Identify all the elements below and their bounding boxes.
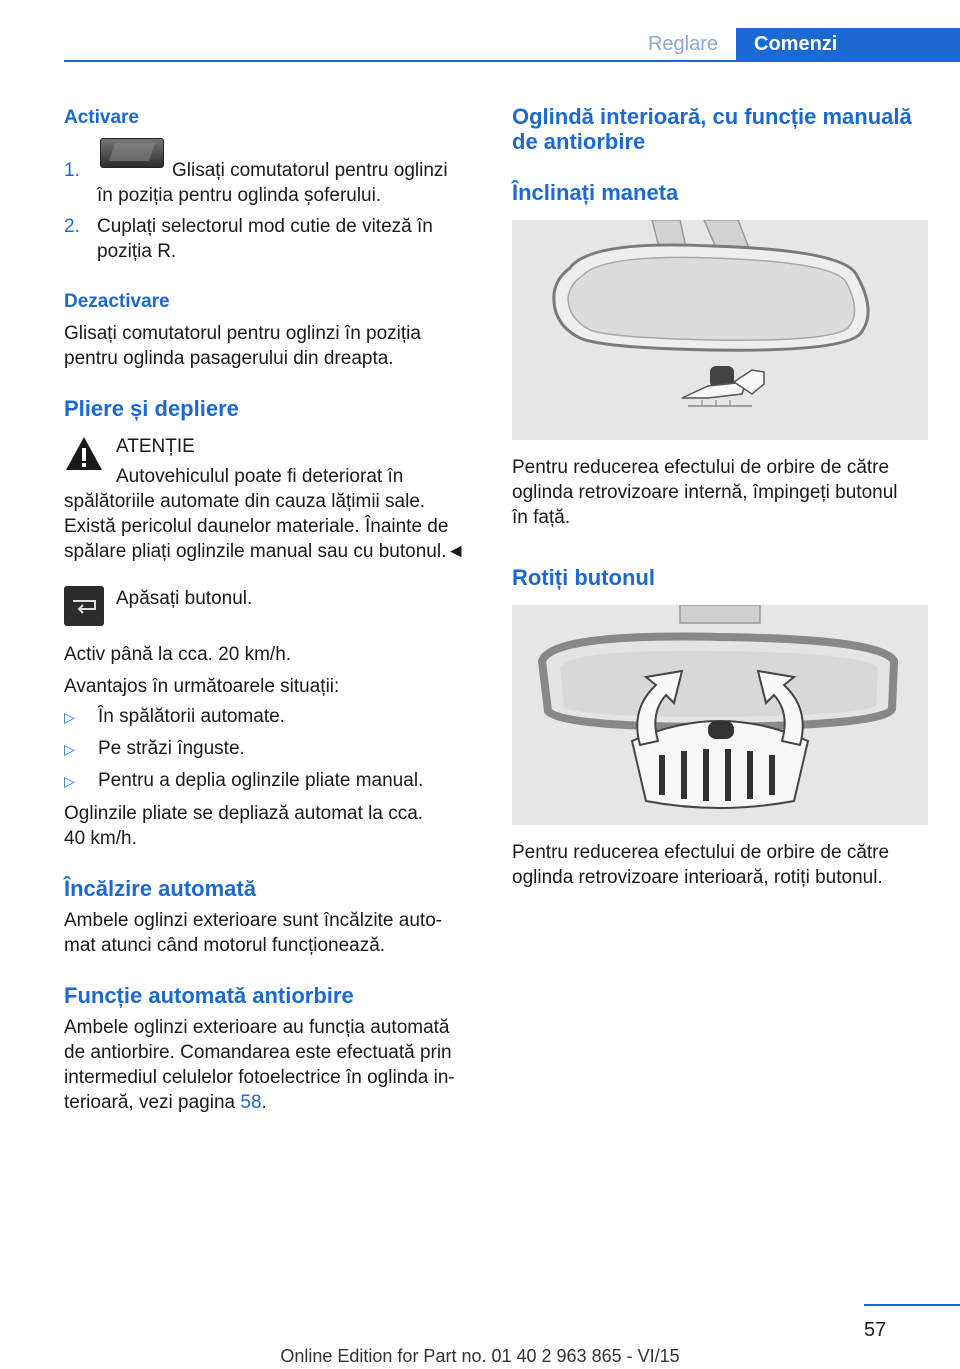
warning-line: Există pericolul daunelor materiale. Înainte de	[64, 516, 449, 537]
heading-incalzire: Încălzire automată	[64, 876, 256, 901]
section-title: de antiorbire	[512, 129, 646, 154]
step-text: Cuplați selectorul mod cutie de viteză în	[97, 216, 433, 237]
paragraph-text: .	[261, 1092, 267, 1113]
warning-line: spălare pliați oglinzile manual sau cu butonul.◄	[64, 541, 466, 562]
mirror-switch-icon	[100, 138, 164, 168]
heading-pliere: Pliere și depliere	[64, 396, 239, 421]
bullet-marker: ▷	[64, 773, 75, 789]
header-rule	[64, 60, 736, 62]
fold-mirror-button-icon	[64, 586, 104, 626]
fold-mirror-glyph	[64, 586, 104, 626]
footer-rule	[864, 1304, 960, 1306]
warning-line: spălătoriile automate din cauza lățimii sale.	[64, 491, 426, 512]
paragraph-line: oglinda retrovizoare internă, împingeți butonul	[512, 482, 898, 503]
section-title: Oglindă interioară, cu funcție manuală	[512, 104, 912, 129]
paragraph-line: Glisați comutatorul pentru oglinzi în poziția	[64, 323, 421, 344]
warning-line: Autovehiculul poate fi deteriorat în	[116, 466, 404, 487]
step-text: poziția R.	[97, 241, 177, 262]
heading-dezactivare: Dezactivare	[64, 291, 170, 312]
heading-activare: Activare	[64, 107, 139, 128]
rotate-knob-illustration	[512, 605, 928, 825]
paragraph-line: Avantajos în următoarele situații:	[64, 676, 340, 697]
warning-icon	[64, 434, 104, 474]
bullet-marker: ▷	[64, 741, 75, 757]
paragraph-line: de antiorbire. Comandarea este efectuată prin	[64, 1042, 452, 1063]
step-number: 1.	[64, 160, 80, 181]
paragraph-line: Pentru reducerea efectului de orbire de către	[512, 457, 890, 478]
paragraph-line: Ambele oglinzi exterioare sunt încălzite auto‐	[64, 910, 443, 931]
list-item: Pentru a deplia oglinzile pliate manual.	[98, 770, 424, 791]
page-reference-link[interactable]: 58	[240, 1092, 262, 1113]
tab-comenzi[interactable]: Comenzi	[736, 28, 960, 62]
heading-inclinati: Înclinați maneta	[512, 180, 679, 205]
paragraph-line: pentru oglinda pasagerului din dreapta.	[64, 348, 394, 369]
paragraph-line: în față.	[512, 507, 571, 528]
paragraph-line: 40 km/h.	[64, 828, 137, 849]
paragraph-line: Activ până la cca. 20 km/h.	[64, 644, 292, 665]
paragraph-line: oglinda retrovizoare interioară, rotiți butonul.	[512, 867, 883, 888]
tab-reglare[interactable]: Reglare	[647, 33, 719, 55]
paragraph-line: Oglinzile pliate se depliază automat la cca.	[64, 803, 424, 824]
list-item: În spălătorii automate.	[98, 706, 285, 727]
paragraph-line: Pentru reducerea efectului de orbire de către	[512, 842, 890, 863]
paragraph-line	[64, 1090, 267, 1115]
footer-edition: Online Edition for Part no. 01 40 2 963 865 - VI/15	[280, 1346, 680, 1366]
warning-title: ATENȚIE	[116, 436, 195, 457]
paragraph-text: terioară, vezi pagina	[64, 1092, 241, 1113]
step-text: Glisați comutatorul pentru oglinzi	[172, 160, 448, 181]
page-number: 57	[864, 1319, 887, 1341]
step-text: în poziția pentru oglinda șoferului.	[97, 185, 382, 206]
heading-rotiti: Rotiți butonul	[512, 565, 655, 590]
button-instruction: Apăsați butonul.	[116, 588, 253, 609]
bullet-marker: ▷	[64, 709, 75, 725]
paragraph-line: mat atunci când motorul funcționează.	[64, 935, 386, 956]
step-number: 2.	[64, 216, 80, 237]
paragraph-line: Ambele oglinzi exterioare au funcția automată	[64, 1017, 450, 1038]
list-item: Pe străzi înguste.	[98, 738, 245, 759]
mirror-switch-icon-glyph	[101, 139, 163, 167]
paragraph-line: intermediul celulelor fotoelectrice în oglinda in‐	[64, 1067, 455, 1088]
tilt-lever-illustration	[512, 220, 928, 440]
heading-antiorbire: Funcție automată antiorbire	[64, 983, 354, 1008]
